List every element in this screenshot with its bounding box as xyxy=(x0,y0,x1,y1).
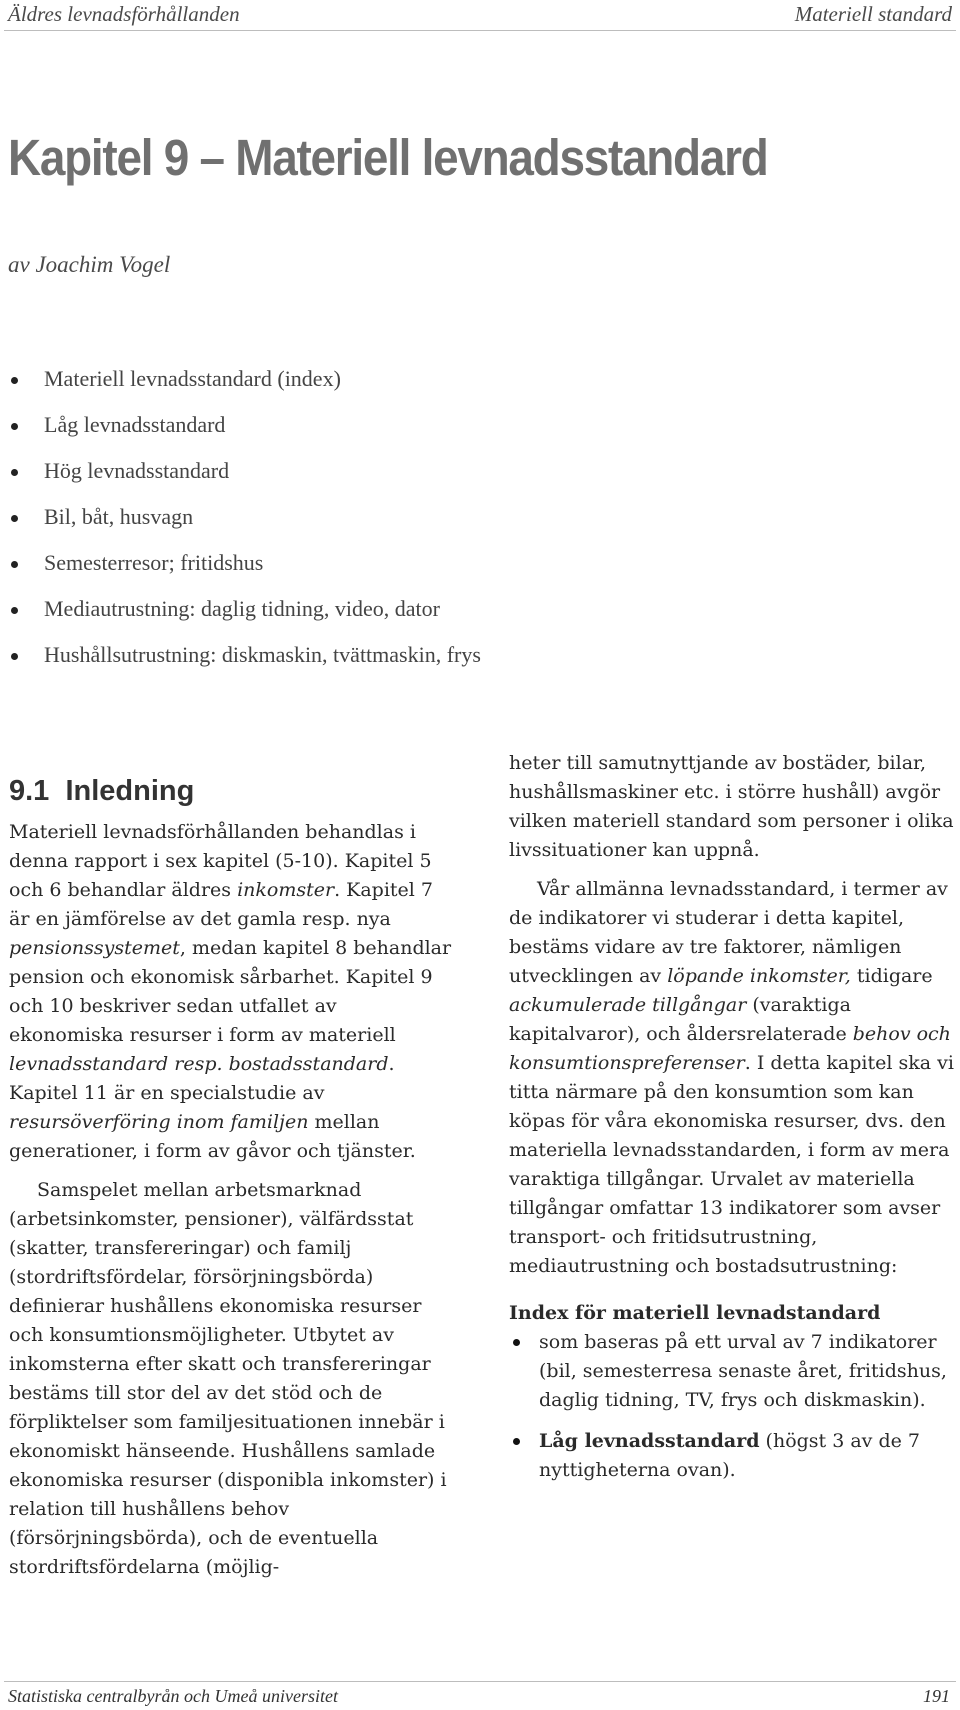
footer-publisher: Statistiska centralbyrån och Umeå universitet xyxy=(8,1686,338,1706)
text-run: . Kapitel 7 är en jämförelse av det gamla resp. nya xyxy=(9,879,434,930)
bullet-icon xyxy=(11,515,18,522)
bullet-icon xyxy=(11,607,18,614)
bullet-icon xyxy=(11,469,18,476)
body-paragraph: heter till samutnyttjande av bostäder, bilar, hushållsmaskiner etc. i större hushåll) avgör vilken materiell standard som personer i olika livssituationer kan uppnå. xyxy=(509,752,954,861)
bullet-icon xyxy=(11,653,18,660)
text-run: tidigare xyxy=(850,965,933,987)
item-bold: Låg levnadsstandard xyxy=(539,1430,760,1452)
text-run: Vår allmänna levnadsstandard, i termer av de indikatorer vi studerar i detta kapitel, bestäms vidare av tre faktorer, nämligen utvecklingen av xyxy=(509,878,948,987)
list-item xyxy=(8,366,481,412)
emphasis: inkomster xyxy=(237,879,335,901)
topic-label: Bil, båt, husvagn xyxy=(44,504,194,529)
text-run: , medan kapitel 8 behandlar pension och ekonomisk sårbarhet. Kapitel 9 och 10 beskriver sedan utfallet av ekonomiska resurser i form av materiell xyxy=(9,937,452,1046)
topic-label: Materiell levnadsstandard (index) xyxy=(44,366,341,391)
left-column xyxy=(9,770,457,1582)
text-run: . Kapitel 11 är en specialstudie av xyxy=(9,1053,395,1104)
chapter-title: Kapitel 9 – Materiell levnadsstandard xyxy=(8,129,768,186)
bullet-icon xyxy=(513,1339,520,1346)
topic-label: Mediautrustning: daglig tidning, video, dator xyxy=(44,596,440,621)
text-run: Materiell levnadsförhållanden behandlas i denna rapport i sex kapitel (5-10). Kapitel 5 och 6 behandlar äldres xyxy=(9,821,432,901)
list-item xyxy=(8,458,481,504)
index-heading: Index för materiell levnadstandard xyxy=(509,1302,881,1324)
bullet-icon xyxy=(513,1438,520,1445)
list-item xyxy=(8,412,481,458)
intro-paragraph xyxy=(9,818,457,1166)
body-paragraph xyxy=(509,875,959,1281)
text-run: . I detta kapitel ska vi titta närmare på den konsumtion som kan köpas för våra ekonomiska resurser, dvs. den materiella levnadsstandarden, i form av mera varaktiga tillgångar. Urvalet av materiella tillgångar omfattar 13 indikatorer som avser transport- och fritidsutrustning, mediautrustning och bostadsutrustning: xyxy=(509,1052,954,1277)
emphasis: behov och konsumtionspreferenser xyxy=(509,1023,951,1074)
page-number: 191 xyxy=(923,1686,950,1706)
emphasis: löpande inkomster, xyxy=(667,965,851,987)
topic-label: Hög levnadsstandard xyxy=(44,458,230,483)
text-run: mellan generationer, i form av gåvor och tjänster. xyxy=(9,1111,416,1162)
bullet-icon xyxy=(11,423,18,430)
topic-list xyxy=(8,366,481,688)
emphasis: ackumulerade tillgångar xyxy=(509,994,747,1016)
list-item xyxy=(8,550,481,596)
page-footer xyxy=(4,1681,956,1710)
list-item xyxy=(509,1427,959,1485)
topic-label: Låg levnadsstandard xyxy=(44,412,226,437)
text-run: (varaktiga kapitalvaror), och åldersrelaterade xyxy=(509,994,853,1045)
emphasis: pensionssystemet xyxy=(9,937,180,959)
body-paragraph: Samspelet mellan arbetsmarknad (arbetsinkomster, pensioner), välfärdsstat (skatter, transfereringar) och familj (stordriftsfördelar, försörjningsbörda) definierar hushållens ekonomiska resurser och konsumtionsmöjligheter. Utbytet av inkomsterna efter skatt och transfereringar bestäms till stor del av det stöd och de förpliktelser som familjesituationen innebär i ekonomiskt hänseende. Hushållens samlade ekonomiska resurser (disponibla inkomster) i relation till hushållens behov (försörjningsbörda), och de eventuella stordriftsfördelarna (möjlig- xyxy=(9,1179,447,1578)
running-header xyxy=(4,2,956,31)
list-item xyxy=(8,504,481,550)
list-item xyxy=(8,642,481,688)
bullet-icon xyxy=(11,561,18,568)
item-text: (högst 3 av de 7 nyttigheterna ovan). xyxy=(539,1430,920,1481)
section-number: 9.1 xyxy=(9,775,50,807)
emphasis: resursöverföring inom familjen xyxy=(9,1111,309,1133)
section-title: Inledning xyxy=(65,775,195,807)
emphasis: levnadsstandard resp. bostadsstandard xyxy=(9,1053,389,1075)
list-item xyxy=(509,1328,959,1415)
list-item xyxy=(8,596,481,642)
right-column xyxy=(509,749,959,1497)
item-text: som baseras på ett urval av 7 indikatorer (bil, semesterresa senaste året, fritidshus, daglig tidning, TV, frys och diskmaskin). xyxy=(539,1331,947,1411)
chapter-author: av Joachim Vogel xyxy=(8,252,171,277)
index-list xyxy=(509,1328,959,1485)
header-right-title: Materiell standard xyxy=(794,2,952,26)
bullet-icon xyxy=(11,377,18,384)
topic-label: Semesterresor; fritidshus xyxy=(44,550,264,575)
topic-label: Hushållsutrustning: diskmaskin, tvättmaskin, frys xyxy=(44,642,481,667)
header-left-title: Äldres levnadsförhållanden xyxy=(8,2,240,26)
